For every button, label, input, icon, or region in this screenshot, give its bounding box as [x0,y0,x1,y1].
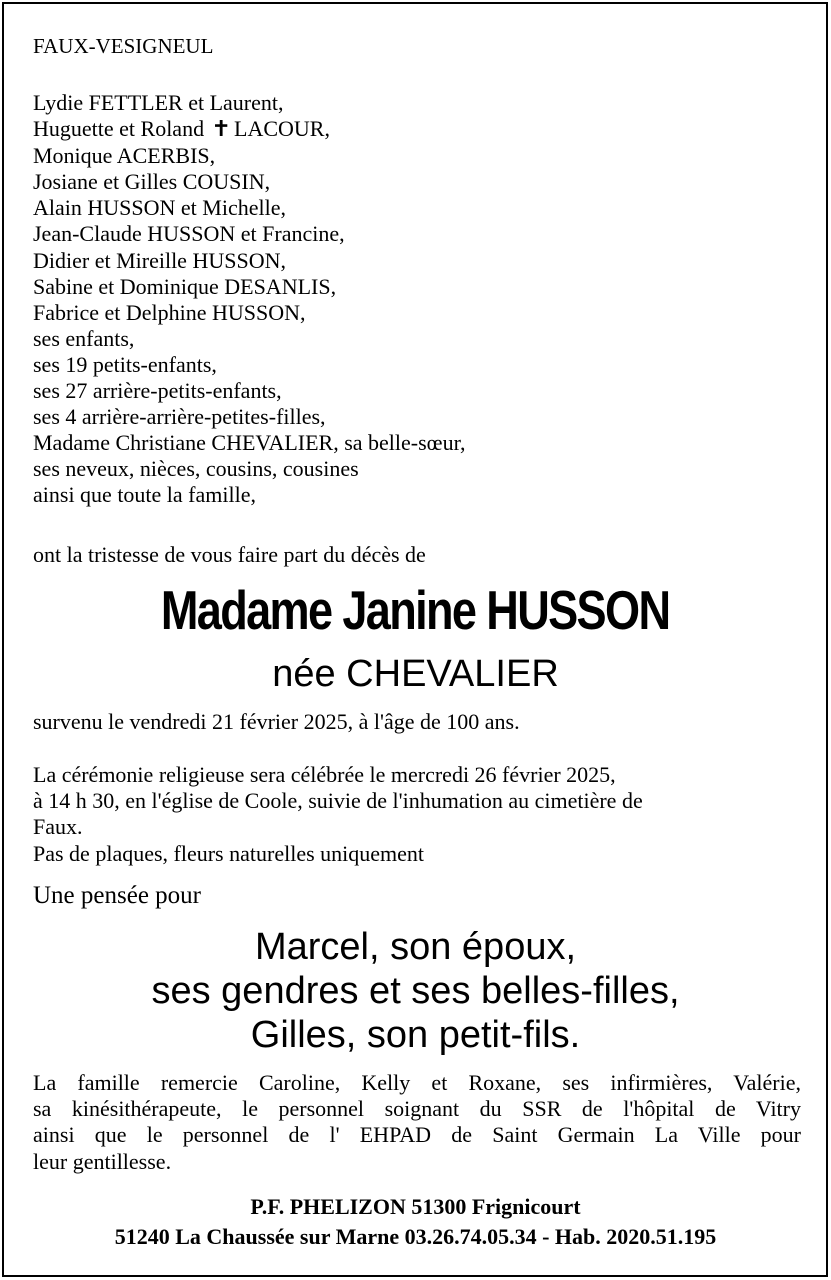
footer-line: P.F. PHELIZON 51300 Frignicourt [250,1194,581,1219]
family-line: Lydie FETTLER et Laurent, [33,90,284,115]
memory-line: ses gendres et ses belles-filles, [151,970,680,1012]
in-memory-block [0,925,831,1057]
thanks-line: La famille remercie Caroline, Kelly et Roxane, ses infirmières, Valérie, [33,1070,801,1095]
family-line: Madame Christiane CHEVALIER, sa belle-sœur, [33,430,466,456]
announcement-intro: ont la tristesse de vous faire part du décès de [33,542,426,567]
ceremony-line: à 14 h 30, en l'église de Coole, suivie de l'inhumation au cimetière de [33,788,643,814]
family-line: ses enfants, [33,325,135,351]
family-list [33,90,466,509]
family-line: Sabine et Dominique DESANLIS, [33,273,337,299]
thanks-line: sa kinésithérapeute, le personnel soignant du SSR de l'hôpital de Vitry [33,1096,801,1122]
ceremony-line: La cérémonie religieuse sera célébrée le mercredi 26 février 2025, [33,762,616,787]
ceremony-line: Faux. [33,814,83,840]
memory-line: Marcel, son époux, [254,926,577,968]
thought-intro: Une pensée pour [33,882,201,909]
family-line: ses 27 arrière-petits-enfants, [33,378,282,404]
cross-icon: ✝ [210,117,231,143]
family-line: Josiane et Gilles COUSIN, [33,169,271,195]
family-line: Didier et Mireille HUSSON, [33,247,286,273]
family-line: Jean-Claude HUSSON et Francine, [33,221,345,247]
maiden-name: née CHEVALIER [272,653,559,695]
thanks-paragraph [33,1070,801,1175]
town-name: FAUX-VESIGNEUL [33,34,214,58]
death-notice: survenu le vendredi 21 février 2025, à l'âge de 100 ans. [33,709,520,734]
family-line: Fabrice et Delphine HUSSON, [33,299,306,325]
family-line: ainsi que toute la famille, [33,482,256,508]
funeral-home-footer [0,1192,831,1252]
family-line: Monique ACERBIS, [33,143,216,169]
family-line: Alain HUSSON et Michelle, [33,195,286,221]
family-line: ses 4 arrière-arrière-petites-filles, [33,404,326,430]
footer-line: 51240 La Chaussée sur Marne 03.26.74.05.34 - Hab. 2020.51.195 [114,1224,717,1249]
ceremony-line: Pas de plaques, fleurs naturelles uniquement [33,840,425,866]
family-line: ses 19 petits-enfants, [33,351,217,377]
thanks-line: leur gentillesse. [33,1148,172,1174]
memory-line: Gilles, son petit-fils. [250,1014,581,1056]
thanks-line: ainsi que le personnel de l' EHPAD de Saint Germain La Ville pour [33,1122,801,1148]
family-line: Huguette et Roland ✝ LACOUR, [33,116,330,143]
ceremony-details [33,762,643,867]
deceased-name: Madame Janine HUSSON [161,579,670,641]
family-line: ses neveux, nièces, cousins, cousines [33,456,359,482]
